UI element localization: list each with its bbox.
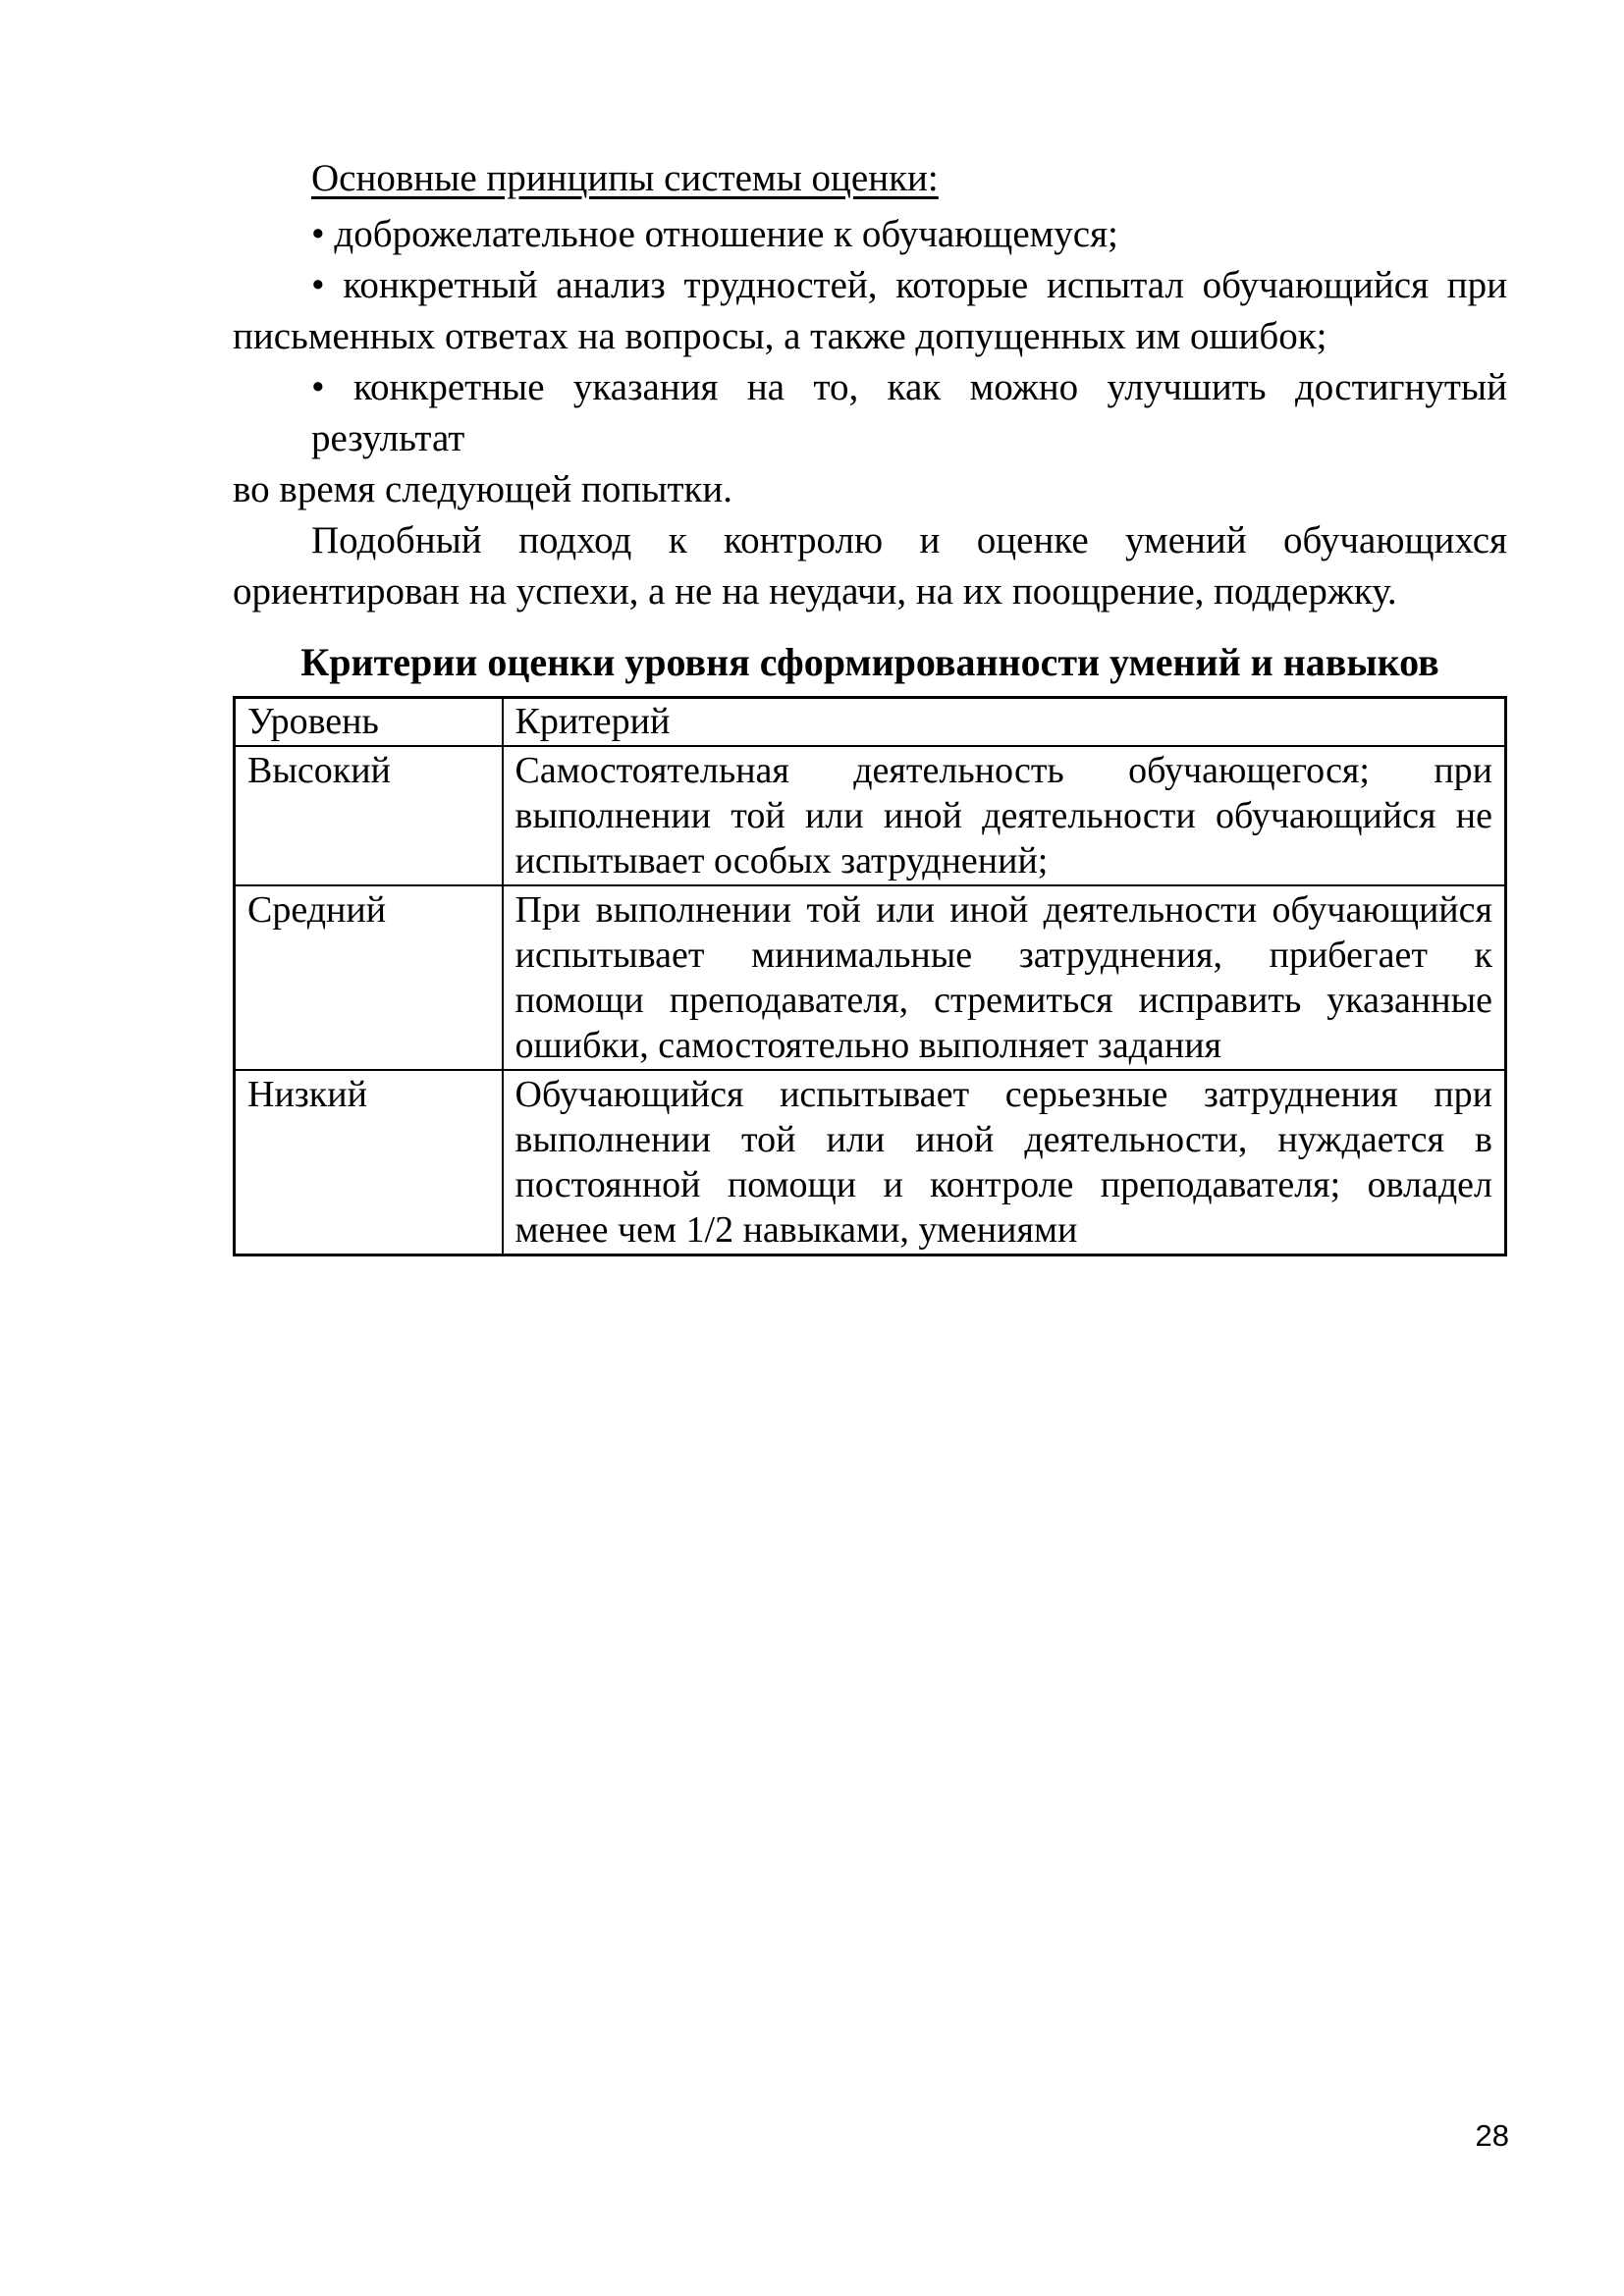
text-line: во время следующей попытки. bbox=[233, 468, 733, 510]
column-header-level: Уровень bbox=[235, 698, 503, 747]
text-line: • конкретные указания на то, как можно улучшить достигнутый результат bbox=[311, 366, 1507, 459]
section-heading bbox=[233, 153, 1507, 204]
text-line: Обучающийся испытывает серьезные затруднения при bbox=[514, 1074, 1492, 1115]
table-row bbox=[235, 746, 1506, 885]
criteria-table bbox=[233, 696, 1507, 1256]
text-line: помощи преподавателя, стремиться исправить указанные bbox=[514, 980, 1492, 1021]
text-line: При выполнении той или иной деятельности обучающийся bbox=[514, 889, 1492, 931]
table-title: Критерии оценки уровня сформированности умений и навыков bbox=[300, 640, 1439, 684]
level-cell: Низкий bbox=[235, 1070, 503, 1255]
level-cell: Средний bbox=[235, 885, 503, 1070]
bullet-item-3 bbox=[233, 362, 1507, 515]
bullet-item-2 bbox=[233, 260, 1507, 362]
page-number: 28 bbox=[1475, 2118, 1509, 2153]
page-content bbox=[233, 153, 1507, 1256]
text-line: испытывает особых затруднений; bbox=[514, 840, 1049, 881]
section-heading-text: Основные принципы системы оценки: bbox=[311, 157, 939, 199]
text-line: • конкретный анализ трудностей, которые испытал обучающийся при bbox=[311, 264, 1507, 306]
text-line: Подобный подход к контролю и оценке умений обучающихся bbox=[311, 519, 1507, 561]
table-row bbox=[235, 1070, 1506, 1255]
column-header-criterion: Критерий bbox=[503, 698, 1506, 747]
bullet-item-1 bbox=[233, 209, 1507, 260]
text-line: испытывает минимальные затруднения, прибегает к bbox=[514, 934, 1492, 976]
table-row bbox=[235, 885, 1506, 1070]
text-line: выполнении той или иной деятельности, нуждается в bbox=[514, 1119, 1492, 1160]
criterion-cell bbox=[503, 1070, 1506, 1255]
text-line: Самостоятельная деятельность обучающегося; при bbox=[514, 750, 1492, 791]
criterion-cell bbox=[503, 885, 1506, 1070]
text-line: ошибки, самостоятельно выполняет задания bbox=[514, 1025, 1222, 1066]
text-line: менее чем 1/2 навыками, умениями bbox=[514, 1209, 1078, 1251]
text-line: ориентирован на успехи, а не на неудачи, на их поощрение, поддержку. bbox=[233, 570, 1397, 613]
level-cell: Высокий bbox=[235, 746, 503, 885]
text-line: • доброжелательное отношение к обучающемуся; bbox=[311, 213, 1118, 255]
text-line: постоянной помощи и контроле преподавателя; овладел bbox=[514, 1164, 1492, 1205]
body-paragraph bbox=[233, 515, 1507, 617]
criterion-cell bbox=[503, 746, 1506, 885]
text-line: письменных ответах на вопросы, а также допущенных им ошибок; bbox=[233, 315, 1327, 357]
text-line: выполнении той или иной деятельности обучающийся не bbox=[514, 795, 1492, 836]
table-header-row bbox=[235, 698, 1506, 747]
